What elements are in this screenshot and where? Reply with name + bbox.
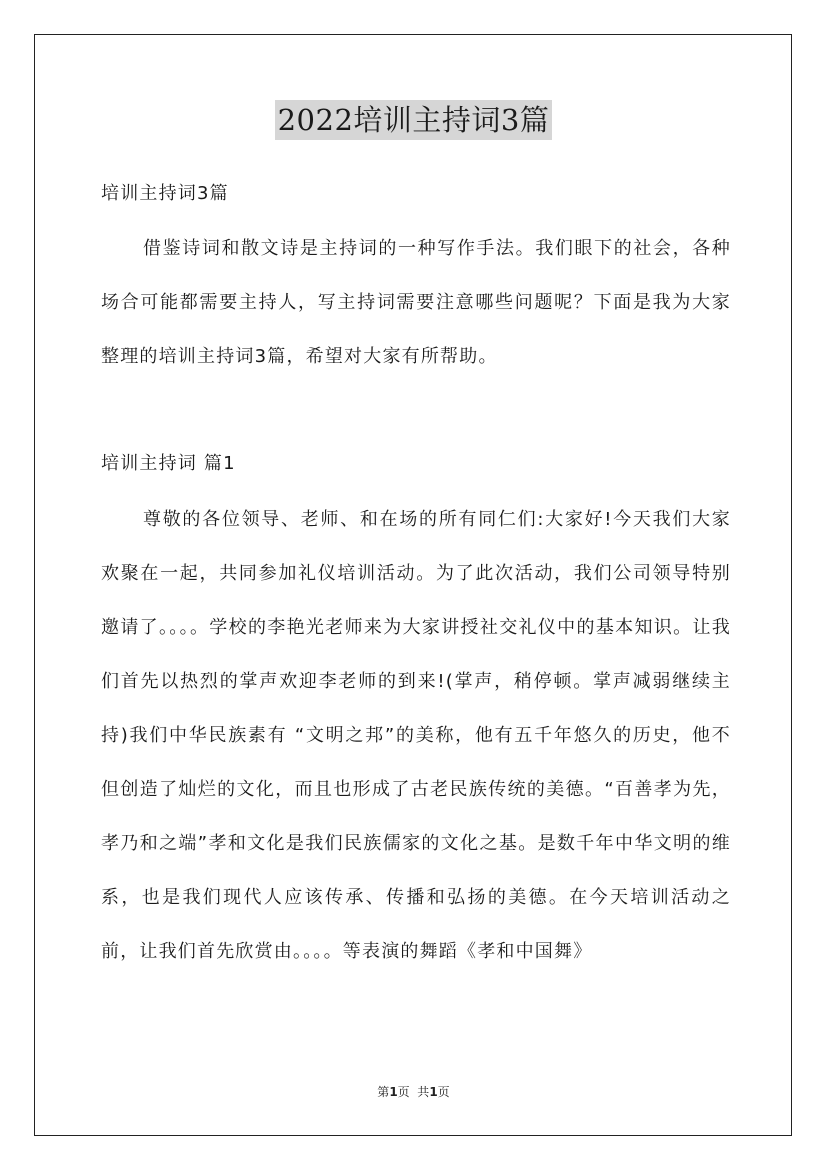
section-paragraph: 尊敬的各位领导、老师、和在场的所有同仁们:大家好!今天我们大家欢聚在一起，共同参加礼仪培训活动。为了此次活动，我们公司领导特别邀请了。。。。学校的李艳光老师来为大家讲授社交礼仪中的基本知识。让我们首先以热烈的掌声欢迎李老师的到来!(掌声，稍停顿。掌声减弱继续主持)我们中华民族素有 “文明之邦”的美称，他有五千年悠久的历史，他不但创造了灿烂的文化，而且也形成了古老民族传统的美德。“百善孝为先，孝乃和之端”孝和文化是我们民族儒家的文化之基。是数千年中华文明的维系，也是我们现代人应该传承、传播和弘扬的美德。在今天培训活动之前，让我们首先欣赏由。。。。等表演的舞蹈《孝和中国舞》 xyxy=(101,509,731,962)
document-subtitle: 培训主持词3篇 xyxy=(101,183,229,204)
footer-prefix: 第 xyxy=(377,1085,390,1099)
document-title: 2022培训主持词3篇 xyxy=(275,100,553,140)
footer-suffix: 页 xyxy=(437,1085,450,1099)
section-heading: 培训主持词 篇1 xyxy=(101,453,236,474)
title-container xyxy=(0,100,827,140)
footer-page-number: 1 xyxy=(389,1085,398,1099)
footer-mid: 页 共 xyxy=(397,1085,430,1099)
page-footer xyxy=(0,1083,827,1100)
footer-page-total: 1 xyxy=(429,1085,438,1099)
intro-paragraph: 借鉴诗词和散文诗是主持词的一种写作手法。我们眼下的社会，各种场合可能都需要主持人，写主持词需要注意哪些问题呢？下面是我为大家整理的培训主持词3篇，希望对大家有所帮助。 xyxy=(101,238,731,367)
